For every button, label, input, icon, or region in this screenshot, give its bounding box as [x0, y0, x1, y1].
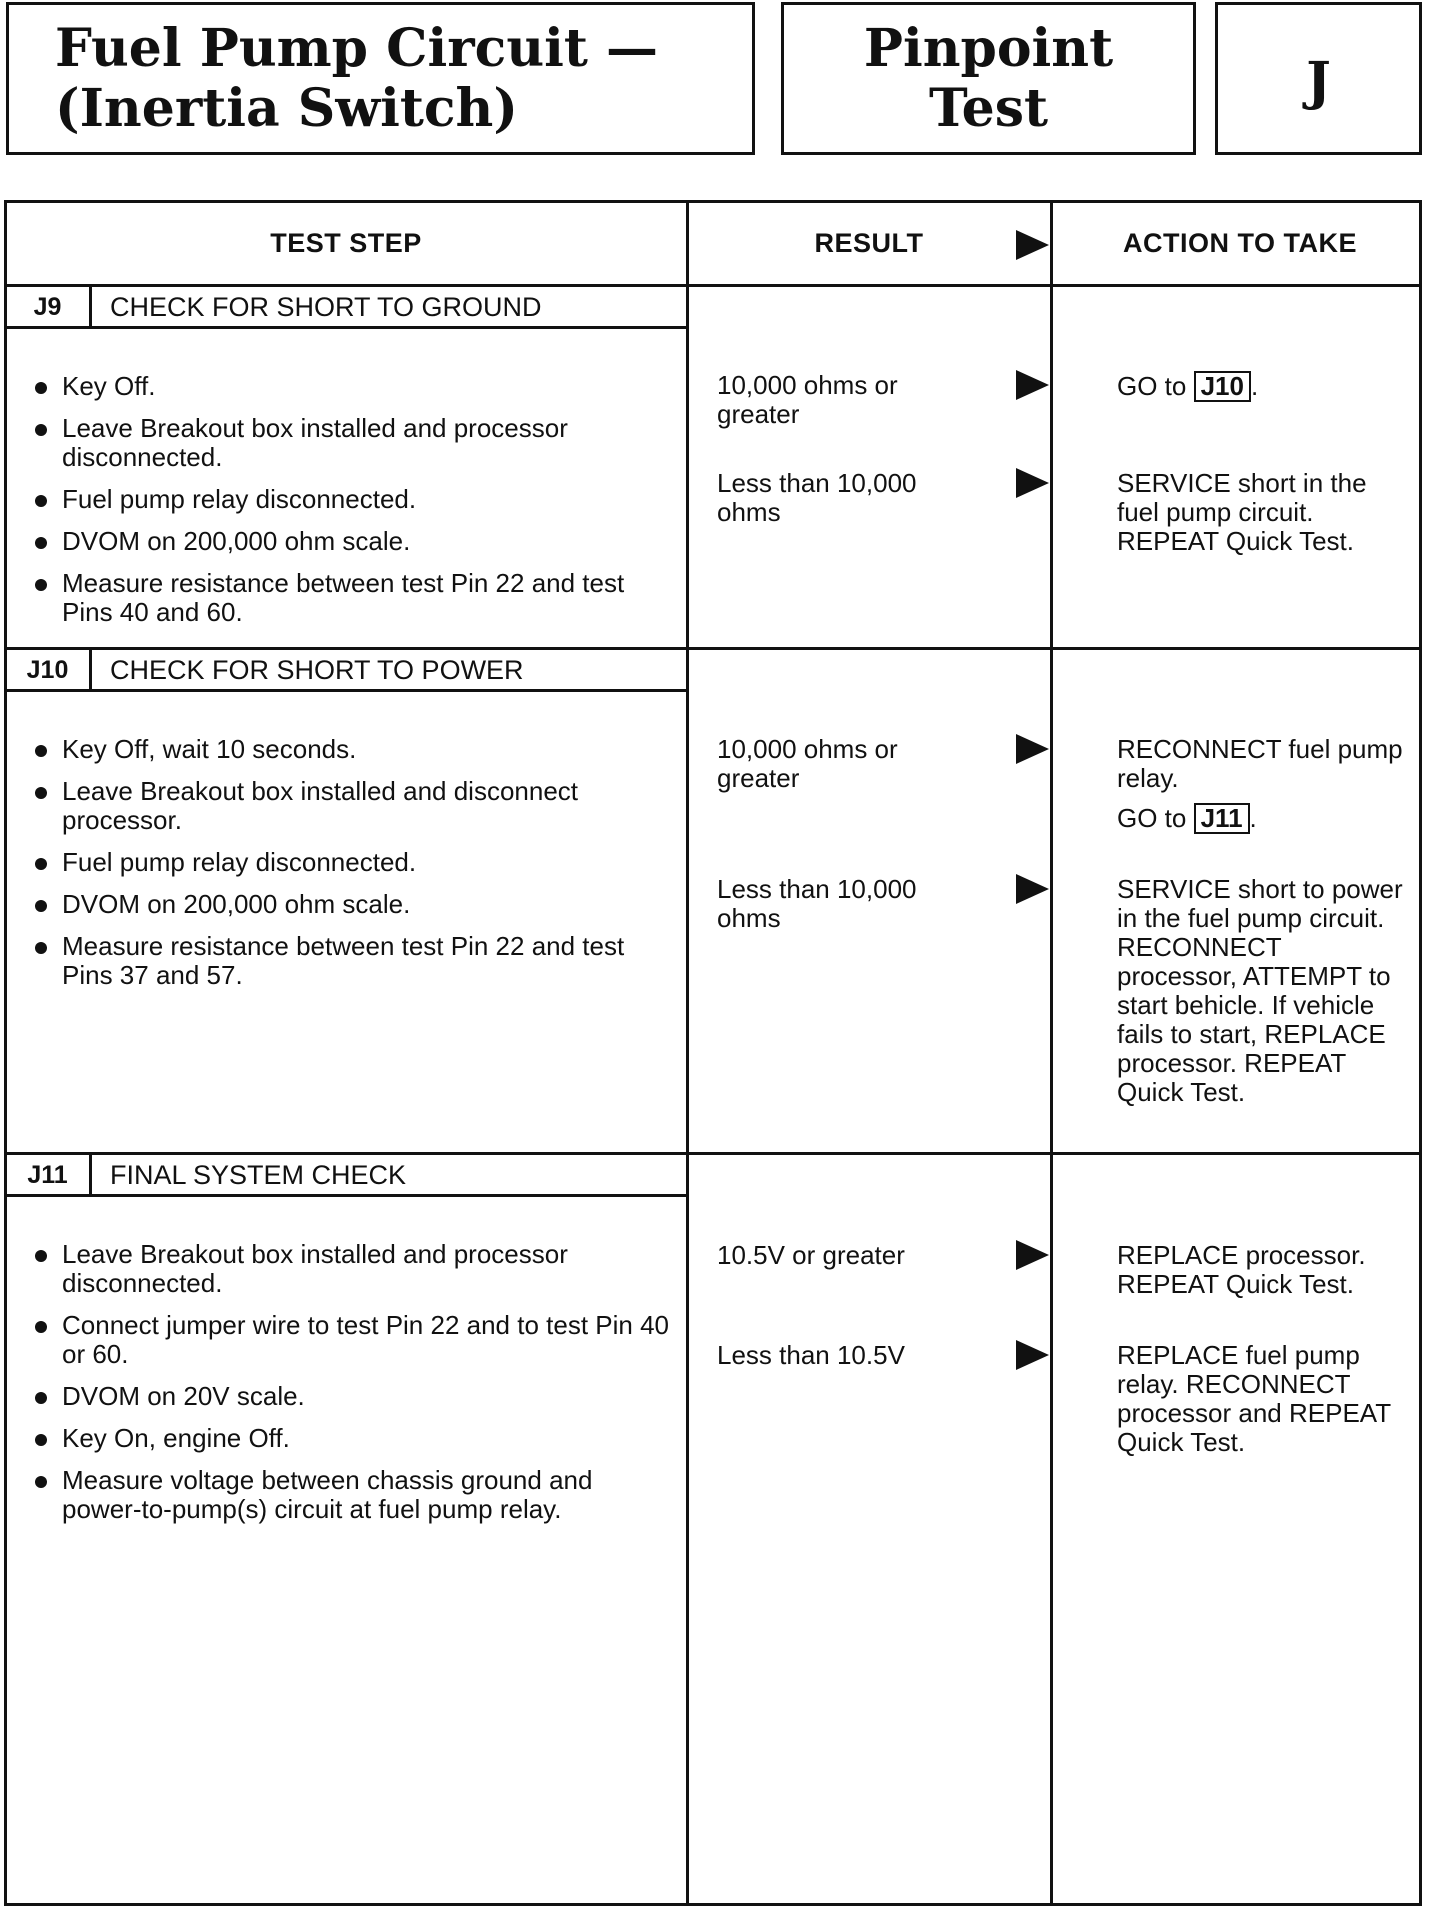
action-text [1117, 371, 1407, 402]
step-j10-instructions [32, 735, 672, 1003]
list-item: Measure resistance between test Pin 22 and test Pins 40 and 60. [32, 569, 672, 627]
action-text: SERVICE short to power in the fuel pump circuit. RECONNECT processor, ATTEMPT to start behicle. If vehicle fails to start, REPLACE processor. REPEAT Quick Test. [1117, 874, 1403, 1107]
result-arrow-icon [1016, 1240, 1049, 1270]
list-item: DVOM on 200,000 ohm scale. [32, 527, 672, 556]
step-j9-instructions [32, 372, 672, 640]
result-text: Less than 10,000 ohms [717, 874, 917, 933]
result-text: Less than 10,000 ohms [717, 468, 917, 527]
column-header-result: RESULT [814, 228, 924, 258]
title-line-2: (Inertia Switch) [55, 78, 518, 139]
list-item: DVOM on 20V scale. [32, 1382, 672, 1411]
list-item: Leave Breakout box installed and disconnect processor. [32, 777, 672, 835]
step-id: J10 [6, 650, 92, 689]
list-item: Key Off, wait 10 seconds. [32, 735, 672, 764]
result-arrow-icon [1016, 468, 1049, 498]
result-text: 10.5V or greater [717, 1240, 905, 1270]
result-arrow-icon [1016, 874, 1049, 904]
list-item: Connect jumper wire to test Pin 22 and to test Pin 40 or 60. [32, 1311, 672, 1369]
result-arrow-icon [1016, 1340, 1049, 1370]
column-divider-2 [1050, 200, 1053, 1906]
action-goto-label: GO to [1117, 371, 1187, 401]
step-id: J9 [6, 287, 92, 326]
action-text: SERVICE short in the fuel pump circuit. REPEAT Quick Test. [1117, 468, 1367, 556]
step-reference-j11[interactable]: J11 [1194, 803, 1250, 834]
list-item: Key On, engine Off. [32, 1424, 672, 1453]
list-item: Leave Breakout box installed and processor disconnected. [32, 1240, 672, 1298]
action-text: REPLACE processor. REPEAT Quick Test. [1117, 1240, 1366, 1299]
title-line-1: Fuel Pump Circuit — [55, 18, 659, 79]
result-arrow-icon [1016, 734, 1049, 764]
result-text: 10,000 ohms or greater [717, 370, 898, 429]
step-id: J11 [6, 1155, 92, 1194]
step-header-j10 [6, 650, 688, 692]
list-item: Fuel pump relay disconnected. [32, 848, 672, 877]
result-arrow-icon [1016, 230, 1049, 260]
result-text: 10,000 ohms or greater [717, 734, 898, 793]
list-item: Fuel pump relay disconnected. [32, 485, 672, 514]
action-goto-label: GO to [1117, 803, 1187, 833]
step-title: CHECK FOR SHORT TO POWER [110, 655, 524, 685]
action-text: REPLACE fuel pump relay. RECONNECT processor and REPEAT Quick Test. [1117, 1340, 1391, 1457]
result-arrow-icon [1016, 370, 1049, 400]
list-item: Measure voltage between chassis ground and power-to-pump(s) circuit at fuel pump relay. [32, 1466, 672, 1524]
list-item: Leave Breakout box installed and processor disconnected. [32, 414, 672, 472]
pinpoint-line-1: Pinpoint [863, 18, 1114, 79]
pinpoint-test-label [781, 2, 1196, 155]
step-header-j9 [6, 287, 688, 329]
action-punctuation: . [1250, 371, 1259, 401]
action-text [1117, 735, 1407, 834]
page-title [6, 2, 755, 155]
result-text: Less than 10.5V [717, 1340, 905, 1370]
test-letter: J [1215, 2, 1422, 155]
step-title: FINAL SYSTEM CHECK [110, 1160, 407, 1190]
step-reference-j10[interactable]: J10 [1194, 371, 1251, 402]
step-title: CHECK FOR SHORT TO GROUND [110, 292, 542, 322]
action-punctuation: . [1249, 803, 1257, 833]
column-header-test-step: TEST STEP [270, 228, 422, 258]
list-item: Measure resistance between test Pin 22 and test Pins 37 and 57. [32, 932, 672, 990]
pinpoint-line-2: Test [928, 78, 1049, 139]
list-item: DVOM on 200,000 ohm scale. [32, 890, 672, 919]
action-instruction: RECONNECT fuel pump relay. [1117, 734, 1403, 793]
column-divider-1 [686, 200, 689, 1906]
step-header-j11 [6, 1155, 688, 1197]
list-item: Key Off. [32, 372, 672, 401]
step-j11-instructions [32, 1240, 672, 1537]
column-header-action: ACTION TO TAKE [1123, 228, 1357, 258]
